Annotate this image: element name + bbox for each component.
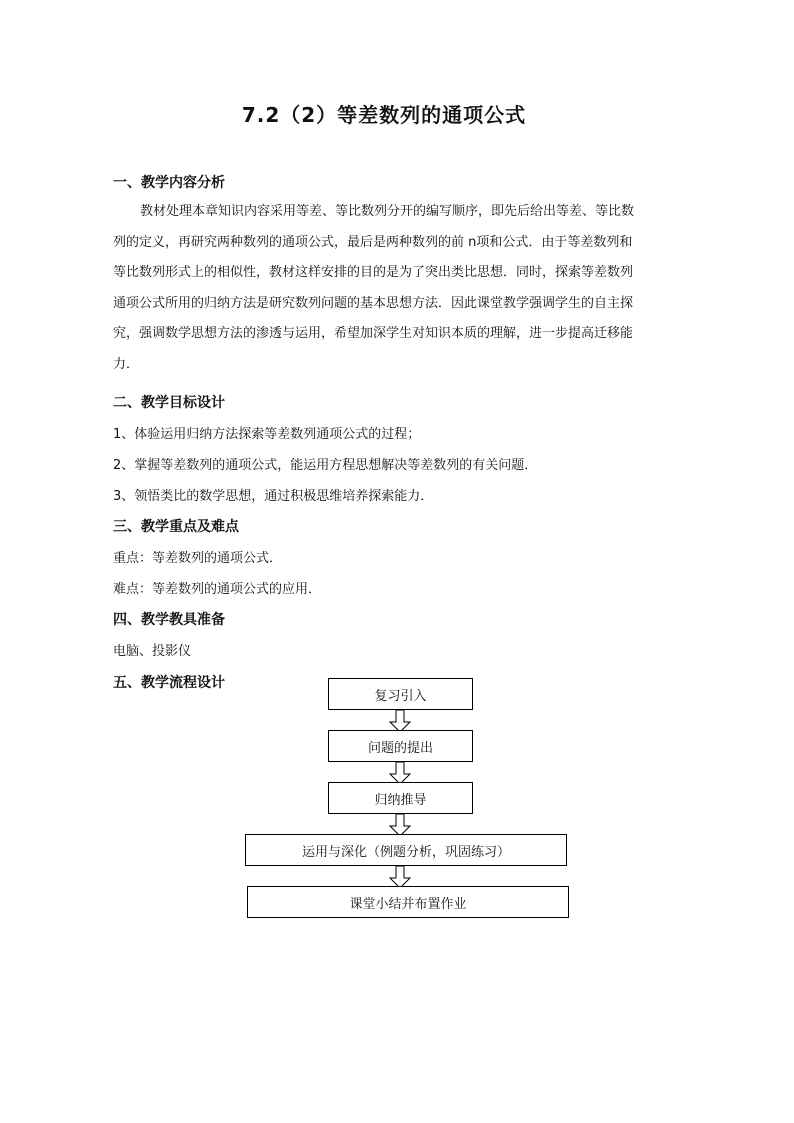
- objective-item: 1、体验运用归纳方法探索等差数列通项公式的过程；: [113, 427, 421, 442]
- paragraph-line: 力．: [113, 356, 140, 372]
- paragraph-line: 通项公式所用的归纳方法是研究数列问题的基本思想方法．因此课堂教学强调学生的自主探: [113, 295, 634, 311]
- document-title: 7.2（2）等差数列的通项公式: [241, 103, 527, 127]
- section-2-heading: 二、教学目标设计: [113, 395, 225, 411]
- section-4-heading: 四、教学教具准备: [113, 612, 225, 628]
- paragraph-line: 究，强调数学思想方法的渗透与运用，希望加深学生对知识本质的理解，进一步提高迁移能: [113, 326, 634, 342]
- paragraph-line: 列的定义，再研究两种数列的通项公式，最后是两种数列的前 n项和公式．由于等差数列和: [113, 234, 633, 250]
- key-point-text: 重点：等差数列的通项公式．: [113, 551, 283, 566]
- objective-item: 2、掌握等差数列的通项公式，能运用方程思想解决等差数列的有关问题．: [113, 458, 538, 473]
- difficulty-text: 难点：等差数列的通项公式的应用．: [113, 582, 322, 597]
- flow-step-summary: 课堂小结并布置作业: [247, 886, 569, 918]
- flow-arrow-3: [390, 814, 410, 836]
- section-3-heading: 三、教学重点及难点: [113, 519, 239, 535]
- flow-step-review: 复习引入: [328, 678, 473, 710]
- objective-item: 3、领悟类比的数学思想，通过积极思维培养探索能力．: [113, 489, 434, 504]
- section-1-heading: 一、教学内容分析: [113, 175, 225, 191]
- flow-step-application: 运用与深化（例题分析，巩固练习）: [245, 834, 567, 866]
- paragraph-line: 教材处理本章知识内容采用等差、等比数列分开的编写顺序，即先后给出等差、等比数: [140, 204, 635, 219]
- flow-step-question: 问题的提出: [328, 730, 473, 762]
- flow-arrow-1: [390, 710, 410, 732]
- paragraph-line: 等比数列形式上的相似性，教材这样安排的目的是为了突出类比思想．同时，探索等差数列: [113, 265, 634, 281]
- section-5-heading: 五、教学流程设计: [113, 675, 225, 691]
- flow-arrow-4: [390, 866, 410, 888]
- teaching-aids-text: 电脑、投影仪: [113, 644, 192, 659]
- flow-arrow-2: [390, 762, 410, 784]
- flow-step-derivation: 归纳推导: [328, 782, 473, 814]
